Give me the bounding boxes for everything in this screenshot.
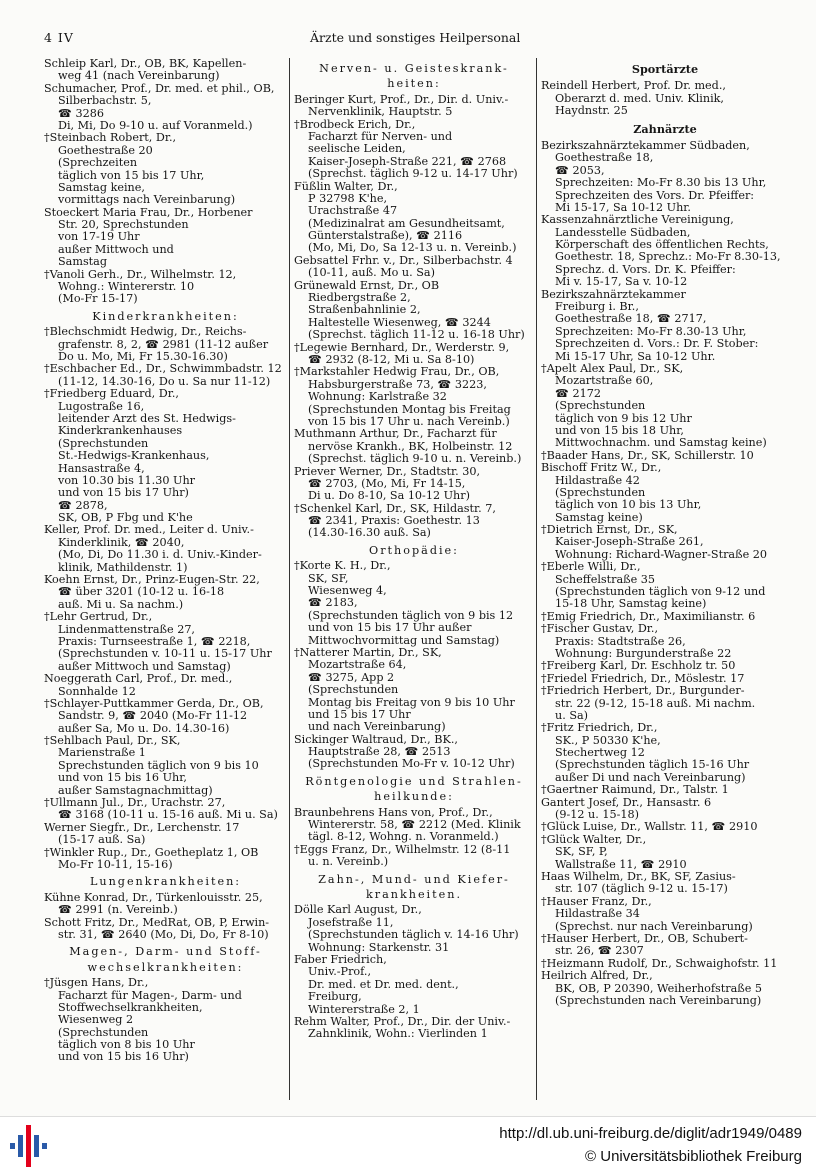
entry-line: †Apelt Alex Paul, Dr., SK, bbox=[541, 361, 684, 375]
source-link[interactable]: http://dl.ub.uni-freiburg.de/diglit/adr1949/0489 bbox=[499, 1125, 802, 1142]
section-heading: wechselkrankheiten: bbox=[87, 960, 244, 974]
entry-line: Haas Wilhelm, Dr., BK, SF, Zasius- bbox=[541, 870, 736, 883]
entry-continuation: St.-Hedwigs-Krankenhaus, bbox=[58, 449, 210, 463]
entry-line: Faber Friedrich, bbox=[294, 952, 387, 966]
entry-continuation: (Sprechzeiten bbox=[58, 156, 138, 170]
entry-line: Dölle Karl August, Dr., bbox=[294, 903, 422, 917]
column-left bbox=[44, 58, 287, 1064]
entry-continuation: Kinderklinik, ☎ 2040, bbox=[58, 535, 185, 549]
entry-continuation: Do u. Mo, Mi, Fr 15.30-16.30) bbox=[58, 349, 228, 363]
entry-continuation: und von 15 bis 16 Uhr, bbox=[58, 771, 187, 785]
entry-continuation: (Sprechstunden täglich v. 14-16 Uhr) bbox=[308, 928, 519, 942]
entry-continuation: P 32798 K'he, bbox=[308, 191, 388, 205]
entry-continuation: (11-12, 14.30-16, Do u. Sa nur 11-12) bbox=[58, 374, 271, 388]
entry-continuation: Samstag bbox=[58, 255, 108, 269]
entry-continuation: außer Di und nach Vereinbarung) bbox=[555, 770, 746, 784]
entry-continuation: ☎ 3168 (10-11 u. 15-16 auß. Mi u. Sa) bbox=[58, 808, 278, 822]
entry-continuation: Haydnstr. 25 bbox=[555, 104, 628, 118]
entry-continuation: ☎ 3275, App 2 bbox=[308, 670, 395, 684]
entry-continuation: Mo-Fr 10-11, 15-16) bbox=[58, 858, 173, 871]
entry-continuation: Nervenklinik, Hauptstr. 5 bbox=[308, 105, 453, 119]
column-divider bbox=[289, 58, 290, 1100]
entry-continuation: Wallstraße 11, ☎ 2910 bbox=[555, 857, 687, 871]
entry-continuation: ☎ über 3201 (10-12 u. 16-18 bbox=[58, 585, 225, 599]
entry-continuation: und von 15 bis 17 Uhr) bbox=[58, 486, 189, 500]
entry-line: Koehn Ernst, Dr., Prinz-Eugen-Str. 22, bbox=[44, 573, 260, 587]
entry-line: †Vanoli Gerh., Dr., Wilhelmstr. 12, bbox=[44, 267, 237, 281]
entry-continuation: Goethestr. 18, Sprechz.: Mo-Fr 8.30-13, bbox=[555, 250, 781, 264]
entry-line: †Ullmann Jul., Dr., Urachstr. 27, bbox=[44, 796, 226, 810]
entry-line: †Winkler Rup., Dr., Goetheplatz 1, OB bbox=[44, 845, 259, 859]
entry-line: †Baader Hans, Dr., SK, Schillerstr. 10 bbox=[541, 448, 754, 462]
entry-continuation: Freiburg i. Br., bbox=[555, 300, 639, 314]
entry-line: †Eggs Franz, Dr., Wilhelmstr. 12 (8-11 bbox=[294, 842, 511, 856]
entry-continuation: (Sprechstunden v. 10-11 u. 15-17 Uhr bbox=[58, 647, 272, 661]
entry-line: †Eschbacher Ed., Dr., Schwimmbadstr. 12 bbox=[44, 362, 282, 376]
entry-line: †Hauser Franz, Dr., bbox=[541, 894, 652, 908]
entry-continuation: und nach Vereinbarung) bbox=[308, 720, 446, 734]
entry-line: †Freiberg Karl, Dr. Eschholz tr. 50 bbox=[541, 659, 736, 673]
entry-line: †Eberle Willi, Dr., bbox=[541, 560, 641, 574]
entry-line: Sickinger Waltraud, Dr., BK., bbox=[294, 732, 458, 746]
entry-line: Kassenzahnärztliche Vereinigung, bbox=[541, 213, 734, 227]
entry-continuation: Univ.-Prof., bbox=[308, 965, 372, 979]
entry-continuation: Sonnhalde 12 bbox=[58, 684, 136, 698]
column-right bbox=[541, 58, 789, 1007]
entry-line: Werner Siegfr., Dr., Lerchenstr. 17 bbox=[44, 820, 240, 834]
entry-line: †Markstahler Hedwig Frau, Dr., OB, bbox=[294, 365, 500, 379]
entry-continuation: Stechertweg 12 bbox=[555, 746, 645, 760]
entry-continuation: Mi 15-17 Uhr, Sa 10-12 Uhr. bbox=[555, 349, 716, 363]
entry-continuation: Silberbachstr. 5, bbox=[58, 94, 152, 108]
entry-continuation: seelische Leiden, bbox=[308, 142, 406, 156]
entry-continuation: 15-18 Uhr, Samstag keine) bbox=[555, 597, 707, 611]
entry-line: Füßlin Walter, Dr., bbox=[294, 179, 398, 193]
entry-line: †Steinbach Robert, Dr., bbox=[44, 131, 177, 145]
entry-continuation: außer Samstagnachmittag) bbox=[58, 783, 213, 797]
entry-continuation: Facharzt für Magen-, Darm- und bbox=[58, 988, 242, 1002]
entry-continuation: (Sprechst. täglich 9-10 u. n. Vereinb.) bbox=[308, 452, 522, 466]
entry-continuation: von 10.30 bis 11.30 Uhr bbox=[58, 473, 196, 487]
column-divider bbox=[536, 58, 537, 1100]
entry-line: †Sehlbach Paul, Dr., SK, bbox=[44, 734, 181, 748]
entry-line: †Blechschmidt Hedwig, Dr., Reichs- bbox=[44, 325, 247, 339]
entry-continuation: ☎ 2703, (Mo, Mi, Fr 14-15, bbox=[308, 476, 466, 490]
entry-continuation: ☎ 2172 bbox=[555, 386, 601, 400]
entry-line: Schumacher, Prof., Dr. med. et phil., OB, bbox=[44, 81, 275, 95]
entry-continuation: SK, OB, P Fbg und K'he bbox=[58, 511, 193, 525]
entry-line: Schott Fritz, Dr., MedRat, OB, P, Erwin- bbox=[44, 915, 270, 929]
entry-continuation: (Sprechstunden Montag bis Freitag bbox=[308, 402, 511, 416]
entry-line: †Friedel Friedrich, Dr., Möslestr. 17 bbox=[541, 671, 745, 685]
section-heading: Röntgenologie und Strahlen- bbox=[305, 774, 523, 788]
entry-continuation: außer Mittwoch und bbox=[58, 242, 174, 256]
entry-line: Gantert Josef, Dr., Hansastr. 6 bbox=[541, 795, 712, 809]
entry-line: †Dietrich Ernst, Dr., SK, bbox=[541, 523, 678, 537]
entry-line: Bischoff Fritz W., Dr., bbox=[541, 461, 662, 475]
entry-line: †Fischer Gustav, Dr., bbox=[541, 622, 659, 636]
entry-continuation: (Sprechstunden bbox=[555, 399, 646, 413]
entry-continuation: Wohnung: Richard-Wagner-Straße 20 bbox=[555, 547, 767, 561]
entry-continuation: auß. Mi u. Sa nachm.) bbox=[58, 597, 184, 611]
entry-line: †Fritz Friedrich, Dr., bbox=[541, 721, 658, 735]
entry-continuation: ☎ 3286 bbox=[58, 106, 104, 120]
section-heading: Lungenkrankheiten: bbox=[89, 875, 242, 889]
entry-continuation: Facharzt für Nerven- und bbox=[308, 129, 453, 143]
entry-continuation: Samstag keine, bbox=[58, 180, 145, 194]
entry-continuation: nervöse Krankh., BK, Holbeinstr. 12 bbox=[308, 439, 513, 453]
copyright-notice: © Universitätsbibliothek Freiburg bbox=[585, 1148, 802, 1165]
entry-continuation: Körperschaft des öffentlichen Rechts, bbox=[555, 238, 769, 252]
entry-continuation: Sprechzeiten: Mo-Fr 8.30-13 Uhr, bbox=[555, 324, 747, 338]
entry-line: Noeggerath Carl, Prof., Dr. med., bbox=[44, 672, 233, 686]
entry-line: Reindell Herbert, Prof. Dr. med., bbox=[541, 79, 726, 93]
entry-continuation: Landesstelle Südbaden, bbox=[555, 225, 691, 239]
entry-continuation: (Sprechstunden bbox=[555, 485, 646, 499]
entry-continuation: Günterstalstraße), ☎ 2116 bbox=[308, 229, 463, 243]
entry-continuation: (Sprechstunden bbox=[58, 1025, 149, 1039]
entry-continuation: Mittwochvormittag und Samstag) bbox=[308, 633, 500, 647]
entry-continuation: (Sprechstunden bbox=[58, 436, 149, 450]
entry-line: Heilrich Alfred, Dr., bbox=[541, 969, 653, 983]
entry-continuation: Straßenbahnlinie 2, bbox=[308, 303, 421, 317]
entry-continuation: (Mo, Di, Do 11.30 i. d. Univ.-Kinder- bbox=[58, 548, 262, 562]
entry-line: Schleip Karl, Dr., OB, BK, Kapellen- bbox=[44, 58, 247, 70]
entry-continuation: str. 26, ☎ 2307 bbox=[555, 944, 644, 958]
entry-continuation: u. n. Vereinb.) bbox=[308, 855, 389, 869]
entry-continuation: (9-12 u. 15-18) bbox=[555, 808, 639, 822]
section-heading: Zahnärzte bbox=[633, 121, 697, 136]
entry-continuation: Mozartstraße 64, bbox=[308, 658, 407, 672]
entry-line: †Korte K. H., Dr., bbox=[294, 559, 391, 573]
entry-continuation: (Mo-Fr 15-17) bbox=[58, 292, 138, 306]
entry-continuation: täglich von 10 bis 13 Uhr, bbox=[555, 498, 702, 512]
entry-continuation: Josefstraße 11, bbox=[308, 915, 394, 929]
entry-continuation: Wiesenweg 4, bbox=[308, 584, 387, 598]
entry-continuation: Str. 20, Sprechstunden bbox=[58, 218, 189, 232]
entry-continuation: Hildastraße 42 bbox=[555, 473, 640, 487]
entry-continuation: (Sprechstunden täglich von 9-12 und bbox=[555, 585, 766, 599]
entry-continuation: Sprechzeiten des Vors. Dr. Pfeiffer: bbox=[555, 188, 755, 202]
entry-continuation: Sandstr. 9, ☎ 2040 (Mo-Fr 11-12 bbox=[58, 709, 248, 723]
entry-line: Grünewald Ernst, Dr., OB bbox=[294, 278, 440, 292]
page-header bbox=[0, 30, 816, 50]
entry-continuation: Kinderkrankenhauses bbox=[58, 424, 183, 438]
entry-continuation: (Mo, Mi, Do, Sa 12-13 u. n. Vereinb.) bbox=[308, 241, 517, 255]
entry-continuation: ☎ 2932 (8-12, Mi u. Sa 8-10) bbox=[308, 352, 475, 366]
entry-continuation: Wohnung: Karlstraße 32 bbox=[308, 390, 447, 404]
entry-line: †Schenkel Karl, Dr., SK, Hildastr. 7, bbox=[294, 501, 496, 515]
entry-continuation: (Sprechstunden Mo-Fr v. 10-12 Uhr) bbox=[308, 757, 515, 771]
entry-continuation: Habsburgerstraße 73, ☎ 3223, bbox=[308, 377, 487, 391]
entry-line: Muthmann Arthur, Dr., Facharzt für bbox=[294, 427, 497, 441]
entry-continuation: Mi 15-17, Sa 10-12 Uhr. bbox=[555, 200, 691, 214]
entry-continuation: Zahnklinik, Wohn.: Vierlinden 1 bbox=[308, 1027, 488, 1041]
entry-continuation: str. 107 (täglich 9-12 u. 15-17) bbox=[555, 882, 728, 896]
entry-continuation: Hauptstraße 28, ☎ 2513 bbox=[308, 745, 451, 759]
entry-line: †Schlayer-Puttkammer Gerda, Dr., OB, bbox=[44, 696, 264, 710]
entry-line: Kühne Konrad, Dr., Türkenlouisstr. 25, bbox=[44, 890, 263, 904]
entry-continuation: ☎ 2183, bbox=[308, 596, 358, 610]
entry-continuation: u. Sa) bbox=[555, 708, 589, 722]
entry-continuation: Hansastraße 4, bbox=[58, 461, 145, 475]
section-heading: Magen-, Darm- und Stoff- bbox=[69, 945, 262, 959]
entry-continuation: (Sprechstunden täglich von 9 bis 12 bbox=[308, 608, 514, 622]
entry-line: †Friedrich Herbert, Dr., Burgunder- bbox=[541, 684, 745, 698]
entry-continuation: (Sprechst. täglich 11-12 u. 16-18 Uhr) bbox=[308, 328, 525, 342]
entry-continuation: Di, Mi, Do 9-10 u. auf Voranmeld.) bbox=[58, 118, 253, 132]
entry-continuation: von 15 bis 17 Uhr u. nach Vereinb.) bbox=[308, 414, 510, 428]
entry-continuation: grafenstr. 8, 2, ☎ 2981 (11-12 außer bbox=[58, 337, 269, 351]
entry-line: †Lehr Gertrud, Dr., bbox=[44, 610, 153, 624]
entry-line: Rehm Walter, Prof., Dr., Dir. der Univ.- bbox=[294, 1014, 511, 1028]
entry-continuation: (10-11, auß. Mo u. Sa) bbox=[308, 266, 435, 280]
entry-continuation: ☎ 2878, bbox=[58, 498, 108, 512]
entry-continuation: und von 15 bis 18 Uhr, bbox=[555, 423, 684, 437]
library-logo-icon bbox=[6, 1121, 56, 1171]
entry-continuation: SK., P 50330 K'he, bbox=[555, 733, 661, 747]
entry-continuation: Scheffelstraße 35 bbox=[555, 572, 656, 586]
entry-line: †Heizmann Rudolf, Dr., Schwaighofstr. 11 bbox=[541, 956, 778, 970]
entry-continuation: Wintererstraße 2, 1 bbox=[308, 1002, 420, 1016]
entry-line: †Brodbeck Erich, Dr., bbox=[294, 117, 416, 131]
entry-continuation: Hildastraße 34 bbox=[555, 907, 640, 921]
entry-line: Stoeckert Maria Frau, Dr., Horbener bbox=[44, 205, 253, 219]
entry-continuation: SK, SF, bbox=[308, 571, 349, 585]
entry-continuation: Sprechzeiten d. Vors.: Dr. F. Stober: bbox=[555, 337, 759, 351]
entry-continuation: (Sprechstunden bbox=[308, 683, 399, 697]
entry-continuation: klinik, Mathildenstr. 1) bbox=[58, 560, 188, 574]
entry-continuation: ☎ 2991 (n. Vereinb.) bbox=[58, 903, 178, 917]
entry-continuation: Wohnung: Burgunderstraße 22 bbox=[555, 646, 732, 660]
entry-continuation: (Sprechstunden täglich 15-16 Uhr bbox=[555, 758, 750, 772]
entry-continuation: ☎ 2053, bbox=[555, 163, 605, 177]
entry-continuation: Goethestraße 18, ☎ 2717, bbox=[555, 312, 707, 326]
entry-continuation: (Sprechstunden nach Vereinbarung) bbox=[555, 993, 762, 1007]
entry-continuation: und von 15 bis 16 Uhr) bbox=[58, 1050, 189, 1064]
entry-continuation: (Sprechst. nur nach Vereinbarung) bbox=[555, 919, 753, 933]
entry-continuation: Montag bis Freitag von 9 bis 10 Uhr bbox=[308, 695, 515, 709]
entry-continuation: außer Sa, Mo u. Do. 14.30-16) bbox=[58, 721, 230, 735]
entry-continuation: str. 22 (9-12, 15-18 auß. Mi nachm. bbox=[555, 696, 756, 710]
entry-continuation: Samstag keine) bbox=[555, 510, 643, 524]
entry-line: †Glück Luise, Dr., Wallstr. 11, ☎ 2910 bbox=[541, 820, 758, 834]
entry-line: Bezirkszahnärztekammer bbox=[541, 287, 686, 301]
entry-continuation: Kaiser-Joseph-Straße 221, ☎ 2768 bbox=[308, 154, 507, 168]
entry-continuation: Oberarzt d. med. Univ. Klinik, bbox=[555, 91, 724, 105]
entry-continuation: Wiesenweg 2 bbox=[58, 1013, 134, 1027]
entry-continuation: Lindenmattenstraße 27, bbox=[58, 622, 195, 636]
entry-line: †Emig Friedrich, Dr., Maximilianstr. 6 bbox=[541, 609, 756, 623]
entry-continuation: Dr. med. et Dr. med. dent., bbox=[308, 977, 459, 991]
page-number: 4 IV bbox=[44, 30, 74, 45]
section-heading: Kinderkrankheiten: bbox=[92, 309, 239, 323]
section-heading: heiten: bbox=[387, 77, 441, 91]
entry-line: †Glück Walter, Dr., bbox=[541, 832, 647, 846]
entry-continuation: Freiburg, bbox=[308, 990, 362, 1004]
entry-continuation: Marienstraße 1 bbox=[58, 746, 146, 760]
entry-continuation: leitender Arzt des St. Hedwigs- bbox=[58, 411, 236, 425]
entry-line: Braunbehrens Hans von, Prof., Dr., bbox=[294, 805, 493, 819]
entry-line: Beringer Kurt, Prof., Dr., Dir. d. Univ.- bbox=[294, 92, 509, 106]
entry-line: †Hauser Herbert, Dr., OB, Schubert- bbox=[541, 931, 748, 945]
entry-continuation: Lugostraße 16, bbox=[58, 399, 145, 413]
entry-continuation: (14.30-16.30 auß. Sa) bbox=[308, 526, 431, 540]
entry-line: Gebsattel Frhr. v., Dr., Silberbachstr. 4 bbox=[294, 253, 513, 267]
entry-line: †Legewie Bernhard, Dr., Werderstr. 9, bbox=[294, 340, 510, 354]
entry-continuation: Wohng.: Wintererstr. 10 bbox=[58, 280, 195, 294]
entry-continuation: und 15 bis 17 Uhr bbox=[308, 707, 411, 721]
section-heading: Nerven- u. Geisteskrank- bbox=[319, 62, 509, 75]
entry-continuation: (15-17 auß. Sa) bbox=[58, 833, 146, 847]
entry-line: †Friedberg Eduard, Dr., bbox=[44, 387, 179, 401]
entry-line: †Jüsgen Hans, Dr., bbox=[44, 976, 149, 990]
section-heading: krankheiten. bbox=[365, 888, 463, 901]
entry-continuation: täglich von 8 bis 10 Uhr bbox=[58, 1038, 195, 1052]
entry-continuation: Stoffwechselkrankheiten, bbox=[58, 1000, 203, 1014]
entry-continuation: Sprechzeiten: Mo-Fr 8.30 bis 13 Uhr, bbox=[555, 176, 767, 190]
entry-line: Priever Werner, Dr., Stadtstr. 30, bbox=[294, 464, 481, 478]
entry-line: Keller, Prof. Dr. med., Leiter d. Univ.- bbox=[44, 523, 254, 537]
entry-continuation: str. 31, ☎ 2640 (Mo, Di, Do, Fr 8-10) bbox=[58, 927, 269, 941]
entry-continuation: (Sprechst. täglich 9-12 u. 14-17 Uhr) bbox=[308, 167, 518, 181]
entry-continuation: täglich von 9 bis 12 Uhr bbox=[555, 411, 692, 425]
entry-continuation: Goethestraße 20 bbox=[58, 143, 153, 157]
entry-continuation: Mittwochnachm. und Samstag keine) bbox=[555, 436, 767, 450]
entry-continuation: Mozartstraße 60, bbox=[555, 374, 654, 388]
entry-continuation: Wohnung: Starkenstr. 31 bbox=[308, 940, 450, 954]
entry-continuation: und von 15 bis 17 Uhr außer bbox=[308, 621, 472, 635]
entry-line: †Natterer Martin, Dr., SK, bbox=[294, 645, 442, 659]
page-title: Ärzte und sonstiges Heilpersonal bbox=[310, 30, 521, 45]
entry-continuation: außer Mittwoch und Samstag) bbox=[58, 659, 231, 673]
section-heading: heilkunde: bbox=[374, 790, 454, 804]
entry-continuation: (Medizinalrat am Gesundheitsamt, bbox=[308, 216, 505, 230]
entry-continuation: vormittags nach Vereinbarung) bbox=[58, 193, 236, 207]
entry-continuation: Goethestraße 18, bbox=[555, 151, 654, 165]
section-heading: Sportärzte bbox=[631, 62, 699, 76]
entry-continuation: von 17-19 Uhr bbox=[58, 230, 140, 244]
entry-continuation: Kaiser-Joseph-Straße 261, bbox=[555, 535, 704, 549]
section-heading: Orthopädie: bbox=[369, 543, 459, 557]
entry-continuation: ☎ 2341, Praxis: Goethestr. 13 bbox=[308, 514, 480, 528]
entry-line: Bezirkszahnärztekammer Südbaden, bbox=[541, 138, 750, 152]
entry-continuation: Haltestelle Wiesenweg, ☎ 3244 bbox=[308, 315, 491, 329]
entry-continuation: täglich von 15 bis 17 Uhr, bbox=[58, 168, 205, 182]
entry-continuation: Praxis: Turnseestraße 1, ☎ 2218, bbox=[58, 634, 251, 648]
section-heading: Zahn-, Mund- und Kiefer- bbox=[318, 872, 510, 886]
footer-bar bbox=[0, 1116, 816, 1175]
entry-continuation: tägl. 8-12, Wohng. n. Voranmeld.) bbox=[308, 830, 499, 844]
entry-line: †Gaertner Raimund, Dr., Talstr. 1 bbox=[541, 783, 729, 797]
entry-continuation: Wintererstr. 58, ☎ 2212 (Med. Klinik bbox=[308, 818, 521, 832]
entry-continuation: BK, OB, P 20390, Weiherhofstraße 5 bbox=[555, 981, 763, 995]
entry-continuation: Sprechstunden täglich von 9 bis 10 bbox=[58, 758, 259, 772]
entry-continuation: Di u. Do 8-10, Sa 10-12 Uhr) bbox=[308, 489, 470, 503]
column-middle bbox=[294, 58, 534, 1041]
entry-continuation: SK, SF, P, bbox=[555, 845, 608, 859]
entry-continuation: Mi v. 15-17, Sa v. 10-12 bbox=[555, 275, 688, 289]
entry-continuation: Sprechz. d. Vors. Dr. K. Pfeiffer: bbox=[555, 262, 736, 276]
entry-continuation: Urachstraße 47 bbox=[308, 204, 398, 218]
entry-continuation: weg 41 (nach Vereinbarung) bbox=[58, 69, 220, 83]
entry-continuation: Praxis: Stadtstraße 26, bbox=[555, 634, 686, 648]
entry-continuation: Riedbergstraße 2, bbox=[308, 291, 411, 305]
